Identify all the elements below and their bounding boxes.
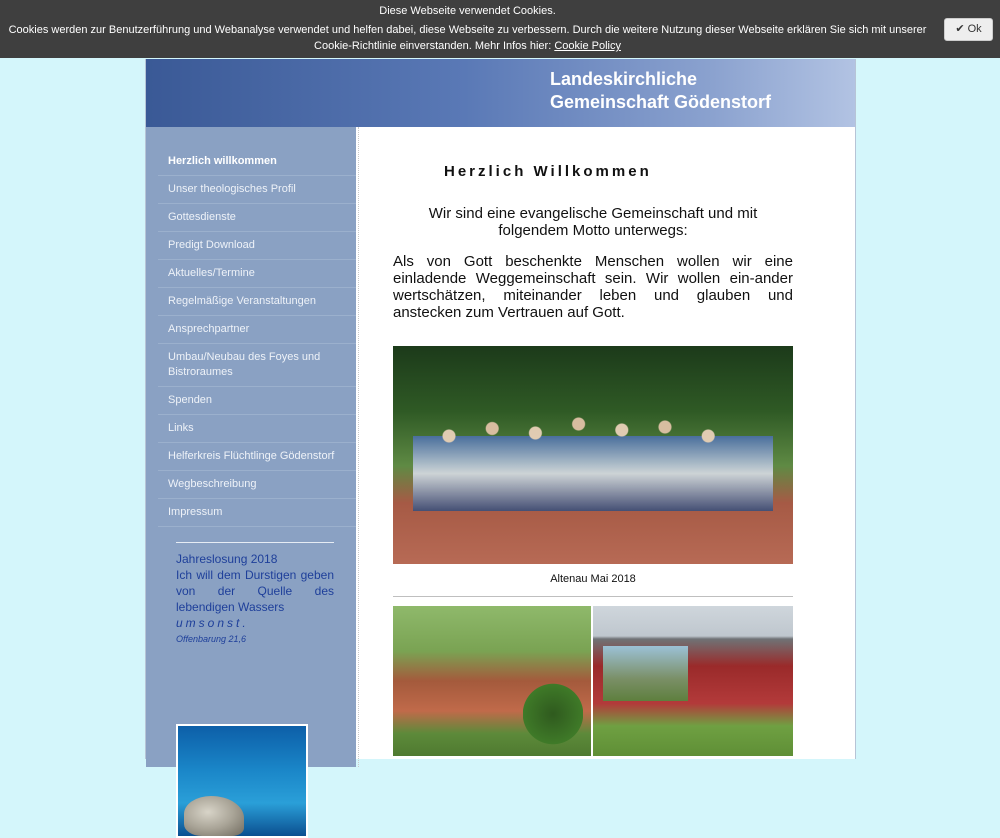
check-icon: ✔	[955, 23, 965, 35]
cookie-policy-link[interactable]: Cookie Policy	[554, 40, 621, 52]
page-heading: Herzlich Willkommen	[444, 163, 652, 180]
intro-text: Wir sind eine evangelische Gemeinschaft und mit folgendem Motto unterwegs:	[428, 205, 758, 239]
nav-item-ansprechpartner[interactable]: Ansprechpartner	[158, 316, 356, 344]
nav-item-wegbeschreibung[interactable]: Wegbeschreibung	[158, 471, 356, 499]
cookie-title: Diese Webseite verwendet Cookies.	[379, 5, 556, 17]
site-title-line2[interactable]: Gemeinschaft Gödenstorf	[550, 92, 772, 112]
group-photo	[393, 346, 793, 564]
nav-item-links[interactable]: Links	[158, 415, 356, 443]
main-navigation	[158, 148, 356, 527]
mural-shape	[603, 646, 688, 701]
cookie-ok-label: Ok	[967, 23, 982, 35]
motto-text: Als von Gott beschenkte Menschen wollen wir eine einladende Weggemeinschaft sein. Wir wollen ein-ander wertschätzen, miteinander leben und glauben und anstecken zum Vertrauen auf Gott.	[393, 253, 793, 321]
photo-caption: Altenau Mai 2018	[550, 573, 636, 585]
bush-shape	[523, 674, 583, 754]
rock-shape	[184, 796, 244, 836]
nav-item-aktuelles-termine[interactable]: Aktuelles/Termine	[158, 260, 356, 288]
site-header	[146, 59, 855, 127]
cookie-text-body: Cookies werden zur Benutzerführung und Webanalyse verwendet und helfen dabei, diese Webseite zu verbessern. Durch die weitere Nutzung dieser Webseite erklären Sie sich mit unserer Cookie-Richtlinie einverstanden. Mehr Infos hier:	[8, 24, 927, 52]
nav-item-impressum[interactable]: Impressum	[158, 499, 356, 527]
sidebar	[146, 127, 356, 767]
page-wrapper	[145, 59, 856, 759]
nav-item-herzlich-willkommen[interactable]: Herzlich willkommen	[158, 148, 356, 176]
jahreslosung-reference: Offenbarung 21,6	[176, 634, 247, 644]
content-divider	[393, 596, 793, 597]
building-photo	[593, 606, 793, 756]
group-photo-crowd	[413, 391, 773, 541]
cookie-ok-button[interactable]	[944, 18, 993, 41]
site-title-line1[interactable]: Landeskirchliche	[550, 69, 698, 89]
main-content	[358, 127, 854, 767]
house-photo	[393, 606, 591, 756]
cookie-banner	[0, 0, 1000, 58]
nav-item-predigt-download[interactable]: Predigt Download	[158, 232, 356, 260]
nav-item-theologisches-profil[interactable]: Unser theologisches Profil	[158, 176, 356, 204]
nav-item-spenden[interactable]: Spenden	[158, 387, 356, 415]
sea-image	[176, 724, 308, 838]
cookie-text	[0, 22, 935, 54]
jahreslosung-emphasis: umsonst.	[176, 616, 249, 630]
nav-item-umbau-neubau[interactable]: Umbau/Neubau des Foyes und Bistroraumes	[158, 344, 356, 387]
jahreslosung-title: Jahreslosung 2018	[176, 552, 278, 566]
nav-item-regelmaessige-veranstaltungen[interactable]: Regelmäßige Veranstaltungen	[158, 288, 356, 316]
nav-item-gottesdienste[interactable]: Gottesdienste	[158, 204, 356, 232]
nav-item-helferkreis[interactable]: Helferkreis Flüchtlinge Gödenstorf	[158, 443, 356, 471]
jahreslosung-box	[176, 542, 334, 647]
jahreslosung-text: Ich will dem Durstigen geben von der Quelle des lebendigen Wassers	[176, 568, 334, 614]
